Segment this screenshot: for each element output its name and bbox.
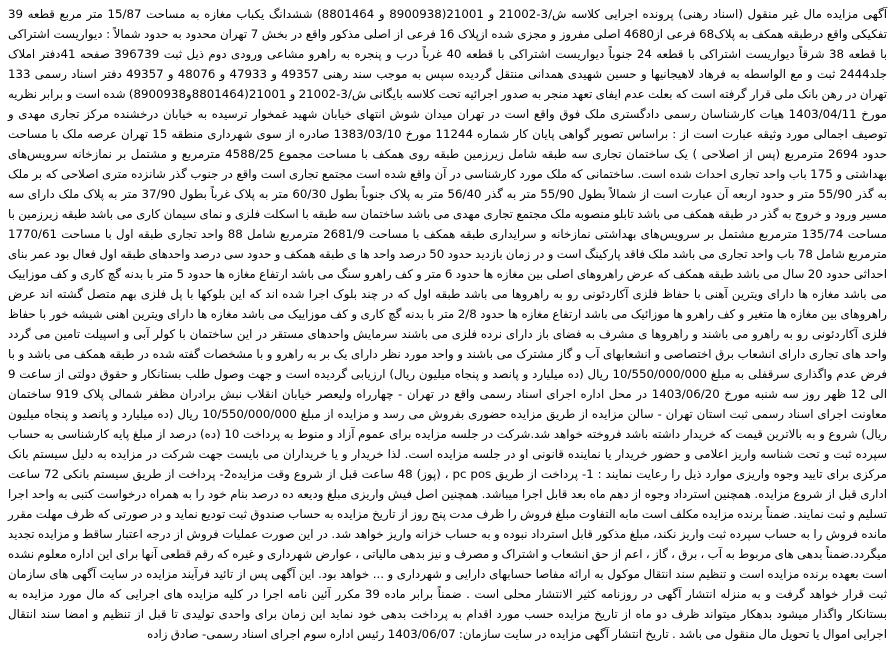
- notice-text: [8, 4, 887, 644]
- notice-signature: رئیس اداره سوم اجرای اسناد رسمی- صادق زاده: [147, 627, 385, 641]
- notice-body: آگهی مزایده مال غیر منقول (اسناد رهنی) پرونده اجرایی کلاسه ش/3-21002 و 21001(8900938 و 8801464) ششدانگ یکباب مغازه به مساحت 15/87 متر مربع قطعه 39 تفکیکی واقع درطبقه همکف به پلاک68 فرعی از4680 اصلی مفروز و مجزی شده ازپلاک 16 فرعی از اصلی مذکور واقع در بخش 7 تهران محدود به حدود شمالاً : دیواریست اشتراکی با قطعه 38 شرقاً دیواریست اشتراکی با قطعه 24 جنوباً دیواریست اشتراکی با قطعه 40 غرباً درب و پنجره به راهرو مشاعی ورودی دوم ذیل ثبت 396739 صفحه 41دفتر املاک جلد2444 ثبت و مع الواسطه به فرهاد لاهیجانیها و حسین شهیدی همدانی منتقل گردیده سپس به موجب سند رهنی 49357 و 47933 و 48076 و 49357 دفتر اسناد رسمی 133 تهران در رهن بانک ملی قرار گرفته است که بعلت عدم ایفای تعهد منجر به صدور اجرائیه تحت کلاسه بایگانی ش/3-21002 و 21001(8801464و8900938) شده است و برابر نظریه مورخ 1403/04/11 هیات کارشناسان رسمی دادگستری ملک فوق واقع است در تهران میدان شوش انتهای خیابان شهید غمخوار ترسیده به خیابان درخشنده مرکز تجاری مهدی و توصیف اجمالی مورد وثیقه عبارت است از : براساس تصویر گواهی پایان کار شماره 11244 مورخ 1383/03/10 صادره از سوی شهرداری منطقه 15 تهران عرصه ملک با مساحت حدود 2694 مترمربع (پس از اصلاحی ) یک ساختمان تجاری سه طبقه شامل زیرزمین طبقه روی همکف با مساحت مجموع 4588/25 مترمربع و مشتمل بر نمازخانه سرویس‌های بهداشتی و 175 باب واحد تجاری احداث شده است. ساختمانی که ملک مورد کارشناسی در آن واقع شده است مجتمع تجاری است واقع در جنوب گذر شانزده متری اصلاحی که بر ملک به گذر 55/90 متر و حدود اربعه آن عبارت است از شمالاً بطول 55/90 متر به گذر 56/40 متر به پلاک جنوباً بطول 60/30 متر به پلاک غرباً بطول 37/90 متر به پلاک ملک دارای سه مسیر ورود و خروج به گذر در طبقه همکف می باشد تابلو منصوبه ملک مجتمع تجاری مهدی می باشد ساختمان سه طبقه با اسکلت فلزی و نمای سیمان کاری می باشد طبقه زیرزمین با مساحت 135/74 مترمربع مشتمل بر سرویس‌های بهداشتی نمازخانه و سرایداری طبقه همکف با مساحت 2681/9 مترمربع شامل 88 واحد تجاری طبقه اول با مساحت 1770/61 مترمربع شامل 78 باب واحد تجاری می باشد ملک فاقد پارکینگ است و در زمان بازدید حدود 50 درصد واحد ها ی طبقه همکف و حدود سی درصد واحدهای طبقه اول فعال بود عمر بنای احداثی حدود 20 سال می باشد طبقه همکف که عرض راهروهای اصلی بین مغازه ها حدود 6 متر و کف راهرو سنگ می باشد ارتفاع مغازه ها حدود 5 متر با بدنه گچ کاری و کف موزاییک می باشد مغازه ها دارای ویترین آهنی با حفاظ فلزی آکاردئونی رو به راهروها می باشد طبقه اول که در چند بلوک اجرا شده اند که این بلوکها با پل فلزی بهم متصل گشته اند عرض راهروهای بین مغازه ها متغیر و کف راهرو ها موزائیک می باشد ارتفاع مغازه ها حدود 2/8 متر با بدنه گچ کاری و کف موزاییک می باشد مغازه ها دارای ویترین اهنی شیشه خور با حفاظ فلزی آکاردئونی رو به راهرو می باشند و راهروها ی مشرف به فضای باز دارای نرده فلزی می باشند سرمایش واحدهای مستقر در این ساختمان با کولر آبی و اسپیلت تامین می گردد واحد های تجاری دارای انشعاب برق اختصاصی و انشعابهای آب و گاز مشترک می باشند و واحد مورد نظر دارای یک بر به راهرو و با مشخصات گفته شده در طبقه همکف می باشد و با فرض عدم واگذاری سرقفلی به مبلغ 10/550/000/000 ریال (ده میلیارد و پانصد و پنجاه میلیون ریال) ارزیابی گردیده است و جهت وصول طلب بستانکار و حقوق دولتی از ساعت 9 الی 12 ظهر روز سه شنبه مورخ 1403/06/20 در محل اداره اجرای اسناد رسمی واقع در تهران - چهارراه ولیعصر خیابان انقلاب نبش برادران مظفر شمالی پلاک 919 ساختمان معاونت اجرای اسناد رسمی ثبت استان تهران - سالن مزایده از طریق مزایده حضوری بفروش می رسد و مزایده از مبلغ 10/550/000/000 ریال (ده میلیارد و پانصد و پنجاه میلیون ریال) شروع و به بالاترین قیمت که خریدار داشته باشد فروخته خواهد شد.شرکت در جلسه مزایده برای عموم آزاد و منوط به پرداخت 10 (ده) درصد از مبلغ پایه کارشناسی به حساب سپرده ثبت و تحت شناسه واریز اعلامی و حضور خریدار یا نماینده قانونی او در جلسه مزایده است. لذا خریدار و یا خریداران می بایست جهت شرکت در مزایده به دلیل سیستم بانک مرکزی برای تایید وجوه واریزی موارد ذیل را رعایت نمایند : 1- پرداخت از طریق pc pos ، (پوز) 48 ساعت قبل از شروع وقت مزایده2- پرداخت از طریق سیستم بانکی 72 ساعت اداری قبل از شروع مزایده. همچنین استرداد وجوه از دهم ماه بعد قابل اجرا میباشد. همچنین اصل فیش واریزی مبلغ ودیعه ده درصد بنام خود را به همراه درخواست کتبی به واحد اجرا تسلیم و ثبت نمایند. ضمناً برنده مزایده مکلف است مابه التفاوت مبلغ فروش را ظرف مدت پنج روز از تاریخ مزایده به حساب صندوق ثبت تودیع نماید و در صورتی که ظرف مهلت مقرر مانده فروش را به حساب سپرده ثبت واریز نکند، مبلغ مذکور قابل استرداد نبوده و به حساب خزانه واریز خواهد شد. در این صورت عملیات فروش از درجه اعتبار ساقط و مزایده تجدید میگردد.ضمناً بدهی های مربوط به آب ، برق ، گاز ، اعم از حق انشعاب و اشتراک و مصرف و نیز بدهی مالیاتی ، عوارض شهرداری و غیره که رقم قطعی آنها برای این اداره معلوم نشده است بعهده برنده مزایده است و تنظیم سند انتقال موکول به ارائه مفاصا حسابهای دارایی و شهرداری و ... خواهد بود. این آگهی پس از تائید فرآیند مزایده در سایت آگهی های سازمان ثبت قرار خواهد گرفت و به منزله انتشار آگهی در روزنامه کثیر الانتشار محلی است . ضمناً برابر ماده 39 مکرر آئین نامه اجرا در کلیه مزایده های اجرایی که مال مورد مزایده به بستانکار واگذار میشود بدهکار میتواند ظرف دو ماه از تاریخ مزایده حسب مورد اقدام به پرداخت بدهی خود نماید این زمان برای واحدی تولیدی تا قبل از تنظیم و امضا سند انتقال اجرایی اموال یا تحویل مال منقول می باشد . تاریخ انتشار آگهی مزایده در سایت سازمان: 1403/06/07: [7, 7, 888, 641]
